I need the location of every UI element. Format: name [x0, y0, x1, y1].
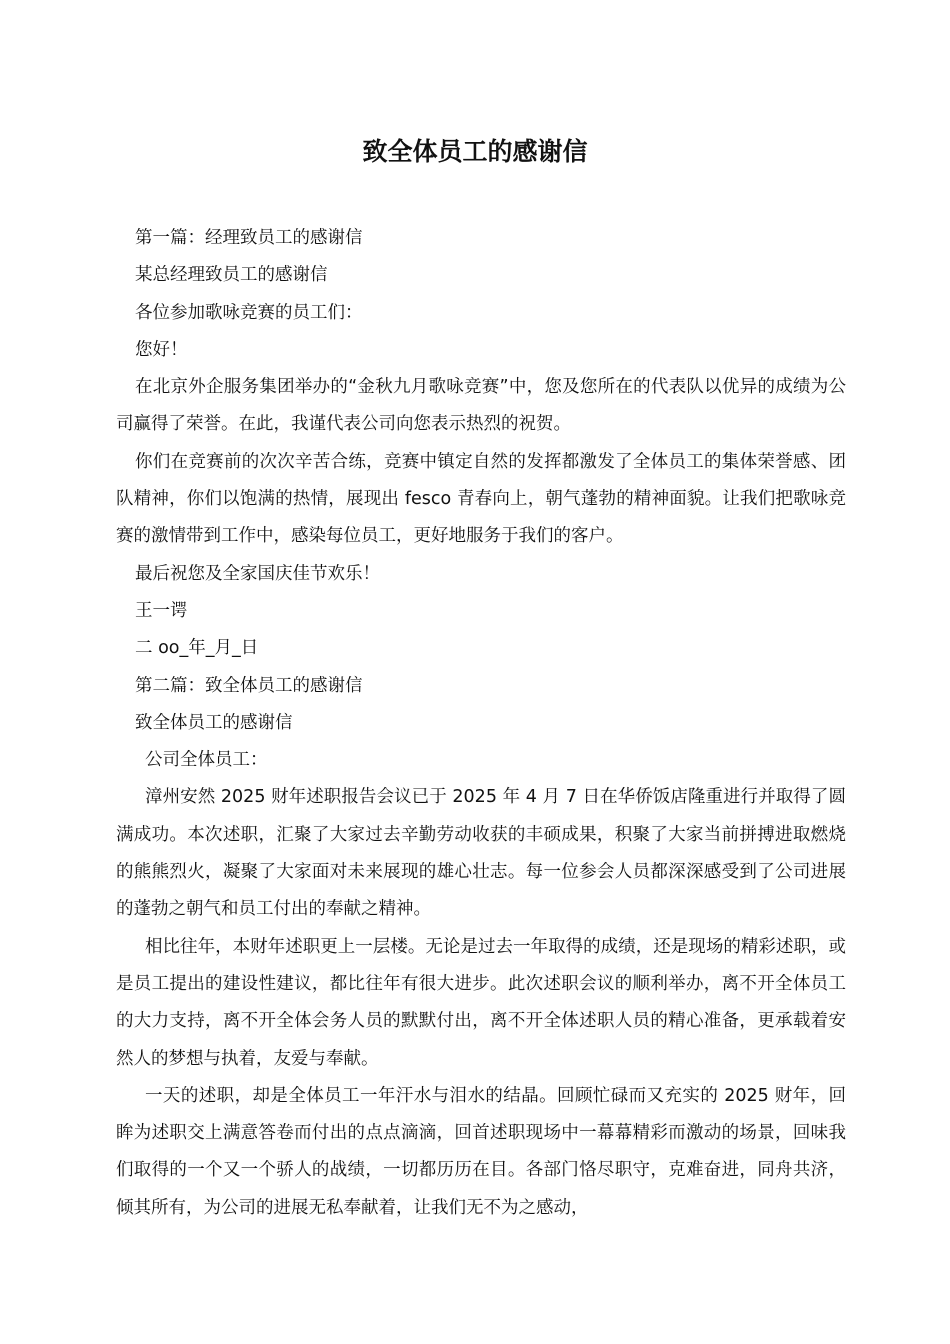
section1-date: 二 oo_年_月_日	[135, 638, 259, 659]
section2-subtitle: 致全体员工的感谢信	[135, 712, 293, 733]
section1-subtitle: 某总经理致员工的感谢信	[135, 265, 328, 286]
document-title: 致全体员工的感谢信	[362, 137, 588, 166]
section1-paragraph-2: 你们在竞赛前的次次辛苦合练，竞赛中镇定自然的发挥都激发了全体员工的集体荣誉感、团队精神，你们以饱满的热情，展现出 fesco 青春向上，朝气蓬勃的精神面貌。让我们把歌咏竞赛的激情带到工作中，感染每位员工，更好地服务于我们的客户。	[116, 451, 846, 547]
section2-salutation: 公司全体员工：	[145, 750, 268, 771]
section1-heading: 第一篇：经理致员工的感谢信	[135, 228, 363, 248]
section2-paragraph-1: 漳州安然 2025 财年述职报告会议已于 2025 年 4 月 7 日在华侨饭店隆重进行并取得了圆满成功。本次述职，汇聚了大家过去辛勤劳动收获的丰硕成果，积聚了大家当前拼搏进取燃烧的熊熊烈火，凝聚了大家面对未来展现的雄心壮志。每一位参会人员都深深感受到了公司进展的蓬勃之朝气和员工付出的奉献之精神。	[116, 787, 846, 920]
section2-paragraph-2: 相比往年，本财年述职更上一层楼。无论是过去一年取得的成绩，还是现场的精彩述职，或是员工提出的建设性建议，都比往年有很大进步。此次述职会议的顺利举办，离不开全体员工的大力支持，离不开全体会务人员的默默付出，离不开全体述职人员的精心准备，更承载着安然人的梦想与执着，友爱与奉献。	[116, 936, 846, 1069]
section1-paragraph-1: 在北京外企服务集团举办的“金秋九月歌咏竞赛”中，您及您所在的代表队以优异的成绩为公司赢得了荣誉。在此，我谨代表公司向您表示热烈的祝贺。	[116, 377, 846, 435]
section2-paragraph-3: 一天的述职，却是全体员工一年汗水与泪水的结晶。回顾忙碌而又充实的 2025 财年，回眸为述职交上满意答卷而付出的点点滴滴，回首述职现场中一幕幕精彩而激动的场景，回味我们取得的一个又一个骄人的战绩，一切都历历在目。各部门恪尽职守，克难奋进，同舟共济，倾其所有，为公司的进展无私奉献着，让我们无不为之感动，	[116, 1085, 846, 1218]
section1-greeting: 您好！	[135, 339, 188, 360]
section1-signature: 王一谔	[135, 600, 188, 621]
section2-heading: 第二篇：致全体员工的感谢信	[135, 675, 363, 696]
section1-salutation: 各位参加歌咏竞赛的员工们：	[135, 302, 363, 323]
section1-closing: 最后祝您及全家国庆佳节欢乐！	[135, 563, 380, 584]
document-body	[116, 220, 846, 1227]
